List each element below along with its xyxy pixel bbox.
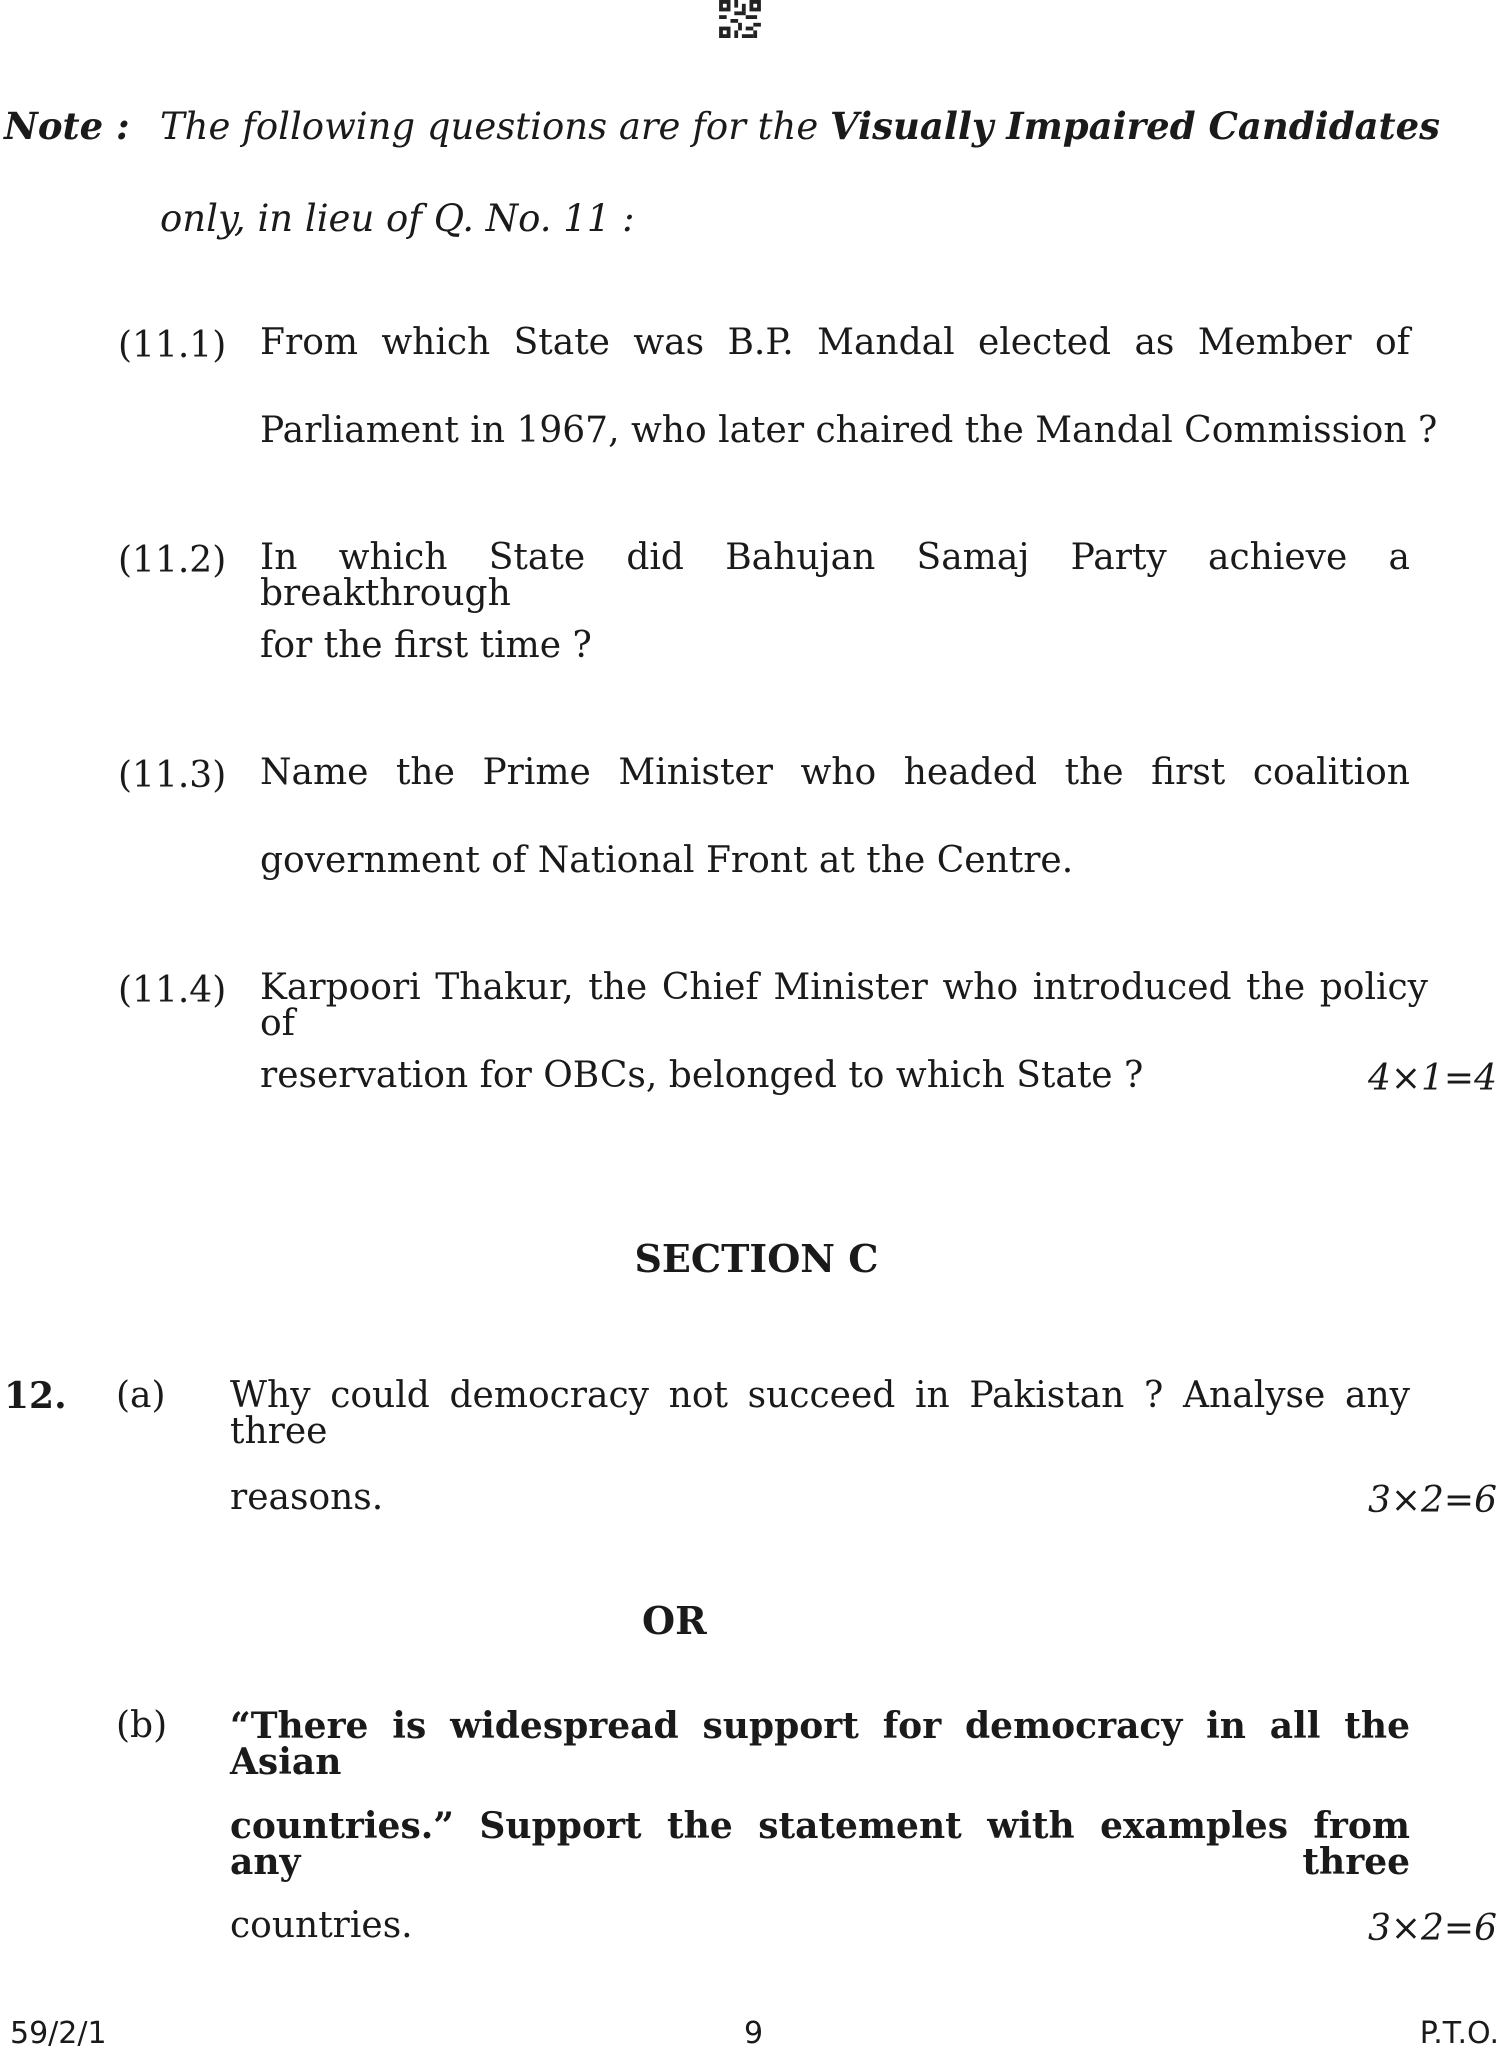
- section-title: [0, 1236, 1505, 1281]
- question-line: countries.” Support the statement with examples from any three: [230, 1805, 1410, 1883]
- question-line: reasons.: [230, 1477, 384, 1518]
- vi-question-line: Karpoori Thakur, the Chief Minister who introduced the policy of: [260, 967, 1428, 1044]
- vi-question-number: (11.4): [118, 970, 227, 1011]
- question-line: “There is widespread support for democracy in all the Asian: [230, 1705, 1410, 1783]
- qr-code-icon: [718, 0, 762, 38]
- section-title-text: SECTION C: [634, 1236, 879, 1281]
- marks-allocation: 3×2=6: [1367, 1908, 1497, 1949]
- note-line-2: only, in lieu of Q. No. 11 :: [160, 197, 635, 240]
- vi-question-line: From which State was B.P. Mandal elected as Member of: [260, 322, 1410, 363]
- vi-question-number: (11.1): [118, 325, 227, 366]
- marks-allocation: 3×2=6: [1367, 1480, 1497, 1521]
- page-number: 9: [744, 2016, 764, 2051]
- vi-question-number: (11.3): [118, 755, 227, 796]
- or-separator: OR: [642, 1598, 707, 1643]
- pto-label: P.T.O.: [1419, 2016, 1499, 2051]
- note-line-1: [160, 104, 1441, 148]
- marks-allocation: 4×1=4: [1367, 1058, 1497, 1099]
- paper-code: 59/2/1: [10, 2016, 107, 2051]
- note-line-1-text: The following questions are for the: [160, 105, 830, 148]
- note-emphasis: Visually Impaired Candidates: [830, 104, 1441, 148]
- vi-question-line: In which State did Bahujan Samaj Party achieve a breakthrough: [260, 537, 1410, 614]
- vi-question-line: Name the Prime Minister who headed the first coalition: [260, 752, 1410, 793]
- question-line: countries.: [230, 1905, 413, 1946]
- note-label: Note :: [4, 104, 130, 148]
- vi-question-line: for the first time ?: [260, 625, 592, 666]
- question-line: Why could democracy not succeed in Pakistan ? Analyse any three: [230, 1375, 1410, 1452]
- vi-question-line: reservation for OBCs, belonged to which State ?: [260, 1055, 1144, 1096]
- vi-question-number: (11.2): [118, 540, 227, 581]
- vi-question-line: government of National Front at the Centre.: [260, 840, 1074, 881]
- option-label-b: (b): [116, 1705, 168, 1746]
- vi-question-line: Parliament in 1967, who later chaired the Mandal Commission ?: [260, 410, 1438, 451]
- option-label-a: (a): [116, 1375, 166, 1416]
- question-number: 12.: [4, 1375, 67, 1417]
